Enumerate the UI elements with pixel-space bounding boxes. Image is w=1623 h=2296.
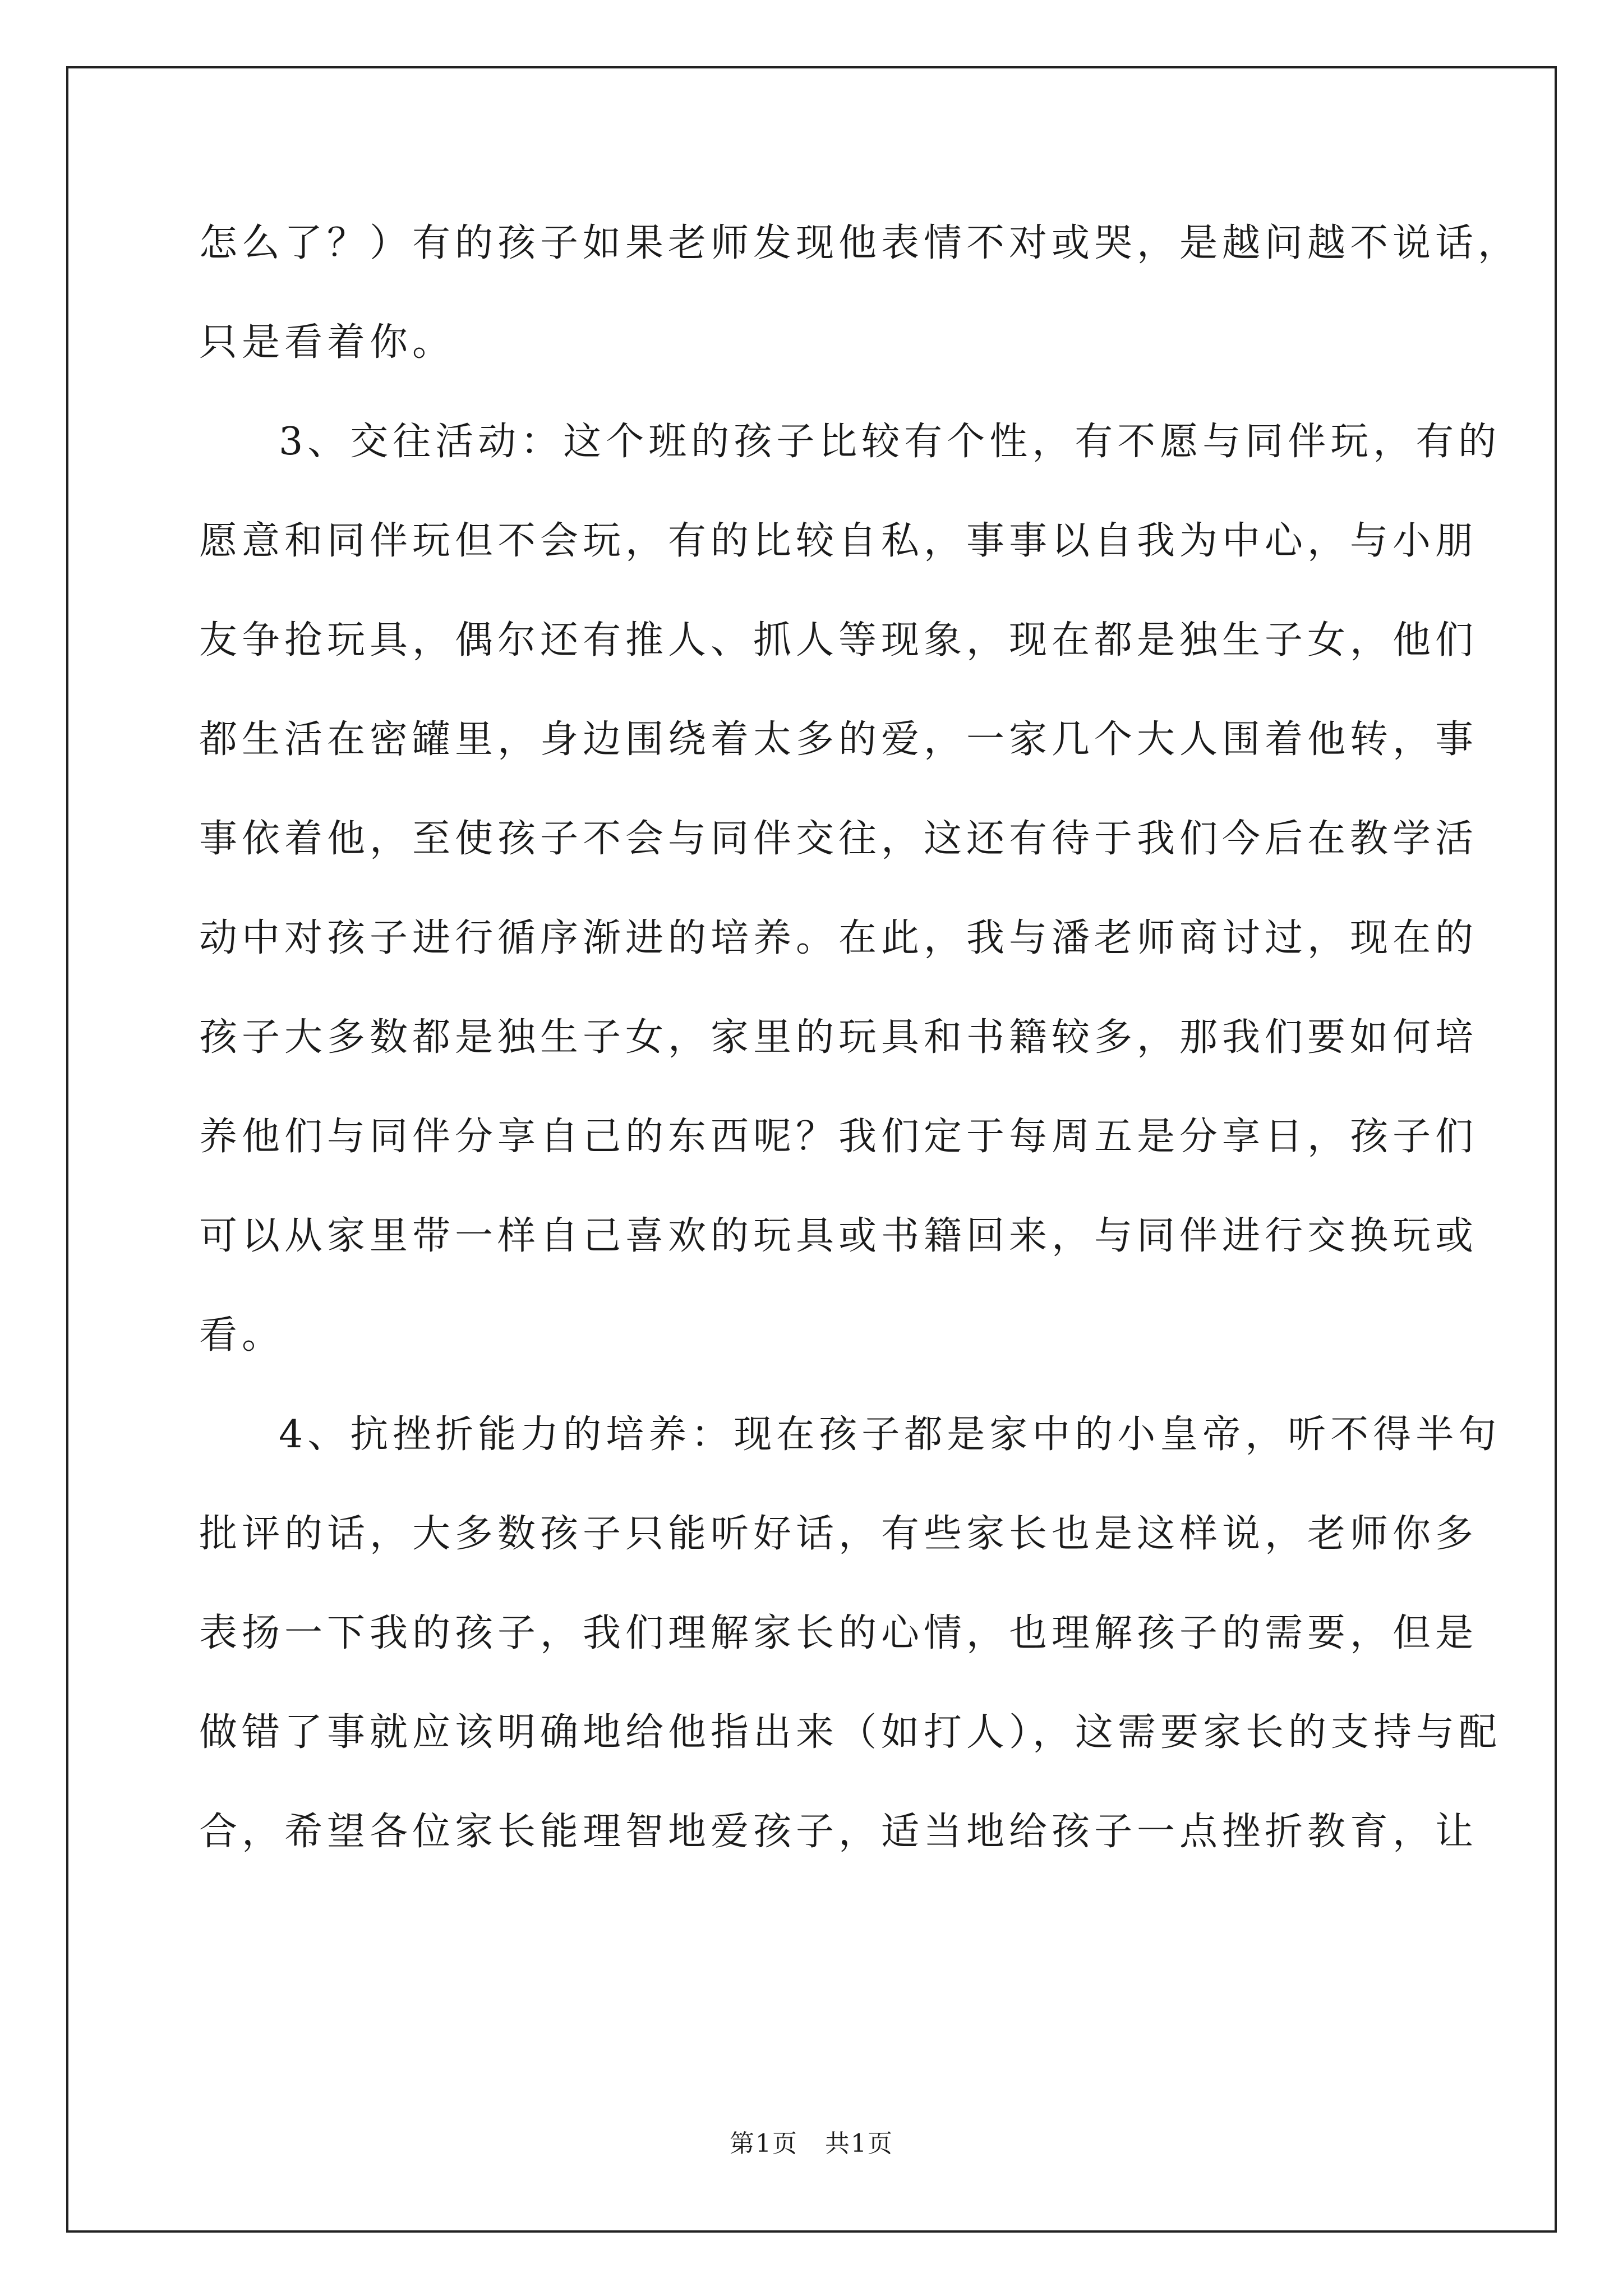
page-footer: 第1页 共1页	[730, 2129, 893, 2158]
text-line: 孩子大多数都是独生子女，家里的玩具和书籍较多，那我们要如何培	[199, 1015, 1478, 1060]
text-line: 愿意和同伴玩但不会玩，有的比较自私，事事以自我为中心，与小朋	[199, 519, 1478, 563]
text-line: 合，希望各位家长能理智地爱孩子，适当地给孩子一点挫折教育，让	[199, 1810, 1478, 1854]
text-line: 只是看着你。	[199, 320, 455, 365]
text-line: 3、交往活动：这个班的孩子比较有个性，有不愿与同伴玩，有的	[279, 420, 1501, 464]
document-body	[199, 194, 1521, 1881]
text-line: 事依着他，至使孩子不会与同伴交往，这还有待于我们今后在教学活	[199, 817, 1478, 861]
text-line: 可以从家里带一样自己喜欢的玩具或书籍回来，与同伴进行交换玩或	[199, 1214, 1478, 1258]
text-line: 友争抢玩具，偶尔还有推人、抓人等现象，现在都是独生子女，他们	[199, 618, 1478, 662]
text-line: 批评的话，大多数孩子只能听好话，有些家长也是这样说，老师你多	[199, 1512, 1478, 1556]
text-line: 看。	[199, 1313, 285, 1358]
text-line: 4、抗挫折能力的培养：现在孩子都是家中的小皇帝，听不得半句	[279, 1412, 1501, 1457]
text-line: 养他们与同伴分享自己的东西呢？我们定于每周五是分享日，孩子们	[199, 1115, 1478, 1159]
text-line: 怎么了？）有的孩子如果老师发现他表情不对或哭，是越问越不说话，	[199, 221, 1521, 265]
text-line: 做错了事就应该明确地给他指出来（如打人），这需要家长的支持与配	[199, 1710, 1502, 1755]
text-line: 表扬一下我的孩子，我们理解家长的心情，也理解孩子的需要，但是	[199, 1611, 1478, 1655]
text-line: 动中对孩子进行循序渐进的培养。在此，我与潘老师商讨过，现在的	[199, 916, 1478, 960]
text-line: 都生活在密罐里，身边围绕着太多的爱，一家几个大人围着他转，事	[199, 717, 1478, 762]
